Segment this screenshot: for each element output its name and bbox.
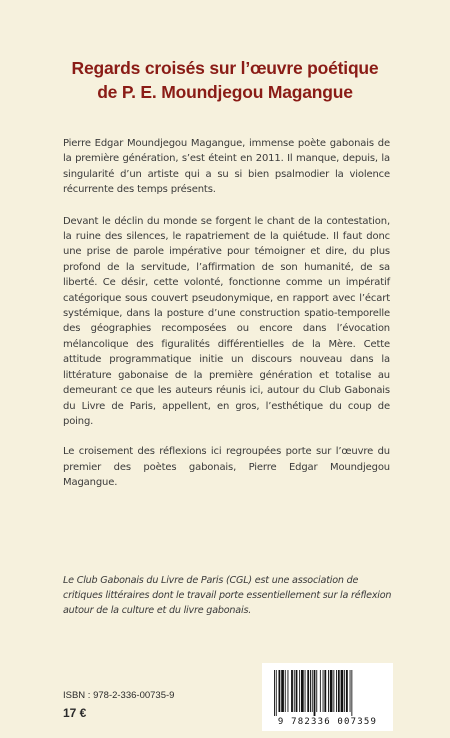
book-title-line-2: de P. E. Moundjegou Magangue [97, 82, 353, 102]
blurb-paragraph-3: Le croisement des réflexions ici regroupées porte sur l’œuvre du premier des poètes gabonais, Pierre Edgar Moundjegou Magangue. [63, 446, 390, 489]
book-title [0, 56, 450, 104]
blurb-paragraph-1: Pierre Edgar Moundjegou Magangue, immense poète gabonais de la première génération, s’est éteint en 2011. Il manque, depuis, la singularité d’un artiste qui a su si bien psalmodier la violence récurrente des temps présents. [63, 138, 390, 196]
barcode [262, 663, 393, 731]
barcode-bars [272, 670, 383, 716]
barcode-digits: 9 782336 007359 [277, 717, 378, 727]
blurb [63, 136, 390, 507]
publisher-note: Le Club Gabonais du Livre de Paris (CGL) est une association de critiques littéraires dont le travail porte essentiellement sur la réflexion autour de la culture et du livre gabonais. [63, 575, 392, 616]
blurb-paragraph-2: Devant le déclin du monde se forgent le chant de la contestation, la ruine des silences, le rapatriement de la quiétude. Il faut donc une prise de parole impérative pour témoigner et dire, du plus profond de la servitude, l’affirmation de son humanité, de sa liberté. Ce désir, cette volonté, fonctionne comme un impératif catégorique sous couvert pseudonymique, en rapport avec l’écart systémique, dans la posture d’une construction spatio-temporelle des géographies recomposées ou encore dans l’évocation mélancolique des figuralités différentielles de la Mère. Cette attitude programmatique initie un discours nouveau dans la littérature gabonaise de la première génération et totalise au demeurant ce que les auteurs réunis ici, autour du Club Gabonais du Livre de Paris, appellent, en gros, l’esthétique du coup de poing. [63, 215, 390, 427]
price: 17 € [63, 706, 87, 720]
isbn: ISBN : 978-2-336-00735-9 [63, 690, 175, 701]
book-title-line-1: Regards croisés sur l’œuvre poétique [71, 58, 379, 78]
